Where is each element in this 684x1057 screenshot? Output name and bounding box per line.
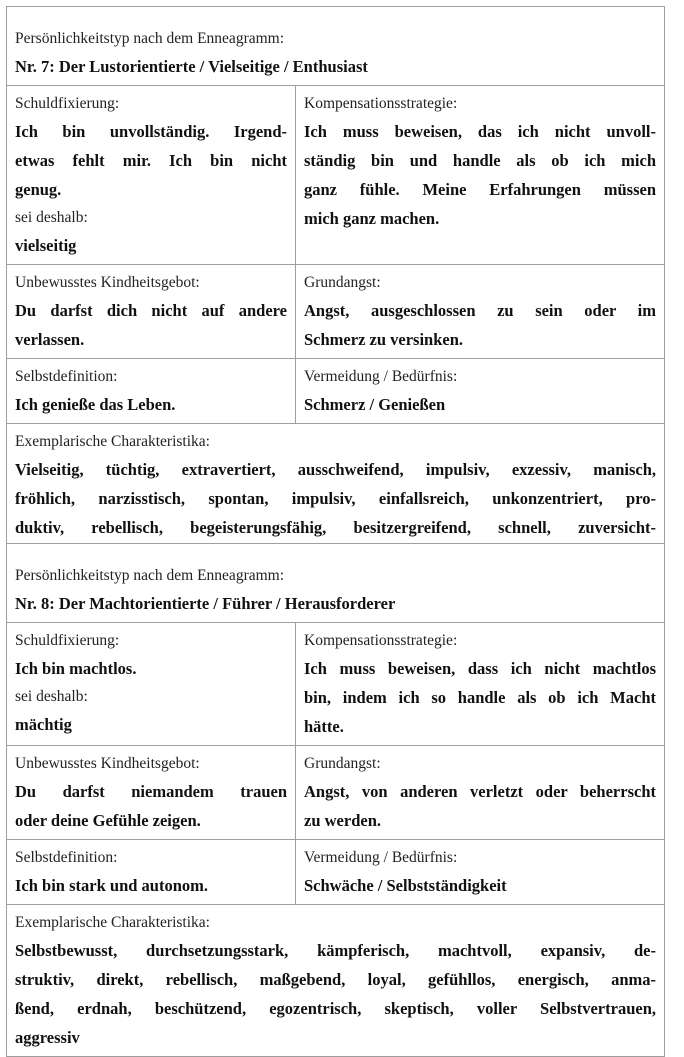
traits-line: struktiv, direkt, rebellisch, maßgebend, loyal, gefühllos, energisch, anma- bbox=[15, 970, 656, 989]
guilt-row bbox=[7, 85, 664, 264]
therefore-value: vielseitig bbox=[15, 236, 77, 255]
fear-line: Angst, ausgeschlossen zu sein oder im bbox=[304, 301, 656, 320]
avoid-value: Schmerz / Genießen bbox=[304, 395, 446, 414]
compensation-line: ständig bin und handle als ob ich mich bbox=[304, 151, 656, 170]
compensation-value bbox=[304, 117, 656, 233]
compensation-line: mich ganz machen. bbox=[304, 209, 440, 228]
fear-line: zu werden. bbox=[304, 811, 381, 830]
avoid-label: Vermeidung / Bedürfnis: bbox=[304, 849, 458, 866]
guilt-line: etwas fehlt mir. Ich bin nicht bbox=[15, 151, 287, 170]
fear-value bbox=[304, 296, 656, 354]
therefore-label: sei deshalb: bbox=[15, 688, 88, 705]
traits-line: aggressiv bbox=[15, 1028, 80, 1047]
type-title: Nr. 8: Der Machtorientierte / Führer / Herausforderer bbox=[15, 594, 396, 613]
card-header bbox=[7, 544, 664, 622]
guilt-line: Ich bin unvollständig. Irgend- bbox=[15, 122, 287, 141]
enneagram-card-8 bbox=[6, 543, 665, 1057]
compensation-label: Kompensationsstrategie: bbox=[304, 95, 458, 112]
enneagram-card-7 bbox=[6, 6, 665, 576]
traits-label: Exemplarische Charakteristika: bbox=[15, 914, 210, 931]
guilt-label: Schuldfixierung: bbox=[15, 95, 120, 112]
self-label: Selbstdefinition: bbox=[15, 368, 118, 385]
childhood-row bbox=[7, 745, 664, 839]
guilt-value bbox=[15, 654, 287, 683]
childhood-line: Du darfst niemandem trauen bbox=[15, 782, 287, 801]
therefore-value: mächtig bbox=[15, 715, 72, 734]
guilt-row bbox=[7, 622, 664, 745]
traits-line: Vielseitig, tüchtig, extravertiert, ausschweifend, impulsiv, exzessiv, manisch, bbox=[15, 460, 656, 479]
therefore-label: sei deshalb: bbox=[15, 209, 88, 226]
self-value: Ich genieße das Leben. bbox=[15, 395, 176, 414]
guilt-label: Schuldfixierung: bbox=[15, 632, 120, 649]
childhood-label: Unbewusstes Kindheitsgebot: bbox=[15, 274, 200, 291]
childhood-row bbox=[7, 264, 664, 358]
guilt-line: Ich bin machtlos. bbox=[15, 659, 137, 678]
self-value: Ich bin stark und autonom. bbox=[15, 876, 209, 895]
traits-line: fröhlich, narzisstisch, spontan, impulsiv, einfallsreich, unkonzentriert, pro- bbox=[15, 489, 656, 508]
compensation-line: hätte. bbox=[304, 717, 344, 736]
traits-row bbox=[7, 904, 664, 1056]
self-label: Selbstdefinition: bbox=[15, 849, 118, 866]
fear-value bbox=[304, 777, 656, 835]
compensation-line: Ich muss beweisen, das ich nicht unvoll- bbox=[304, 122, 656, 141]
traits-label: Exemplarische Charakteristika: bbox=[15, 433, 210, 450]
guilt-value bbox=[15, 117, 287, 204]
compensation-label: Kompensationsstrategie: bbox=[304, 632, 458, 649]
childhood-label: Unbewusstes Kindheitsgebot: bbox=[15, 755, 200, 772]
compensation-line: ganz fühle. Meine Erfahrungen müssen bbox=[304, 180, 656, 199]
compensation-value bbox=[304, 654, 656, 741]
compensation-line: bin, indem ich so handle als ob ich Macht bbox=[304, 688, 656, 707]
childhood-line: verlassen. bbox=[15, 330, 85, 349]
fear-line: Schmerz zu versinken. bbox=[304, 330, 464, 349]
card-header bbox=[7, 7, 664, 85]
traits-line: ßend, erdnah, beschützend, egozentrisch, skeptisch, voller Selbstvertrauen, bbox=[15, 999, 656, 1018]
childhood-value bbox=[15, 777, 287, 835]
fear-label: Grundangst: bbox=[304, 755, 381, 772]
self-row bbox=[7, 358, 664, 423]
childhood-value bbox=[15, 296, 287, 354]
fear-line: Angst, von anderen verletzt oder beherrscht bbox=[304, 782, 656, 801]
type-title: Nr. 7: Der Lustorientierte / Vielseitige / Enthusiast bbox=[15, 57, 368, 76]
traits-value bbox=[15, 936, 656, 1052]
traits-line: Selbstbewusst, durchsetzungsstark, kämpferisch, machtvoll, expansiv, de- bbox=[15, 941, 656, 960]
type-label: Persönlichkeitstyp nach dem Enneagramm: bbox=[15, 567, 285, 584]
childhood-line: oder deine Gefühle zeigen. bbox=[15, 811, 201, 830]
childhood-line: Du darfst dich nicht auf andere bbox=[15, 301, 287, 320]
traits-line: duktiv, rebellisch, begeisterungsfähig, besitzergreifend, schnell, zuversicht- bbox=[15, 518, 656, 537]
compensation-line: Ich muss beweisen, dass ich nicht machtlos bbox=[304, 659, 656, 678]
avoid-label: Vermeidung / Bedürfnis: bbox=[304, 368, 458, 385]
type-label: Persönlichkeitstyp nach dem Enneagramm: bbox=[15, 30, 285, 47]
self-row bbox=[7, 839, 664, 904]
fear-label: Grundangst: bbox=[304, 274, 381, 291]
avoid-value: Schwäche / Selbstständigkeit bbox=[304, 876, 507, 895]
guilt-line: genug. bbox=[15, 180, 62, 199]
